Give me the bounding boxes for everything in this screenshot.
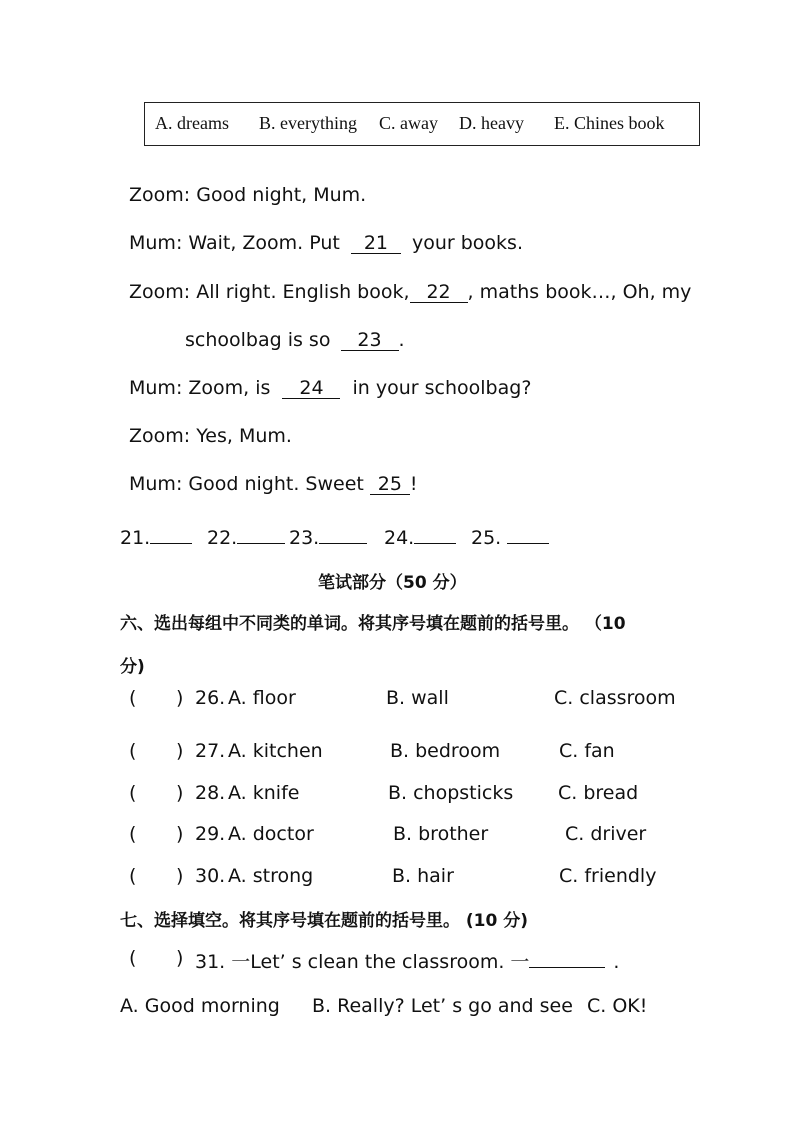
- question-number: 30.: [195, 865, 226, 887]
- dialogue-line-5-end: in your schoolbag?: [352, 377, 532, 399]
- paren-open[interactable]: (: [129, 687, 137, 709]
- q31-option-a: A. Good morning: [120, 995, 280, 1017]
- answer-23[interactable]: 23.: [289, 527, 367, 549]
- word-option-b: B. everything: [259, 113, 357, 133]
- option-b: B. bedroom: [390, 740, 501, 762]
- word-option-c: C. away: [379, 113, 438, 133]
- answer-25[interactable]: 25.: [471, 527, 549, 549]
- answer-24[interactable]: 24.: [384, 527, 456, 549]
- question-31-text: 31. 一Let’ s clean the classroom. 一 .: [195, 951, 620, 973]
- section-7-title: 七、选择填空。将其序号填在题前的括号里。 (10 分): [120, 911, 529, 931]
- paren-close: ): [176, 865, 184, 887]
- question-28: [0, 782, 794, 806]
- blank-23[interactable]: 23: [341, 330, 399, 351]
- question-26: [0, 687, 794, 711]
- question-30: [0, 865, 794, 889]
- question-number: 28.: [195, 782, 226, 804]
- option-a: A. kitchen: [228, 740, 323, 762]
- answer-21[interactable]: 21.: [120, 527, 192, 549]
- paren-close: ): [176, 740, 184, 762]
- blank-22[interactable]: 22: [410, 282, 468, 303]
- dialogue-line-5-text: Mum: Zoom, is: [129, 377, 271, 399]
- paren-close: ): [176, 823, 184, 845]
- question-27: [0, 740, 794, 764]
- dialogue-line-7: [129, 473, 418, 495]
- paren-close: ): [176, 947, 184, 969]
- option-b: B. chopsticks: [388, 782, 514, 804]
- section-6-title-cont: 分): [120, 657, 145, 677]
- paren-close: ): [176, 687, 184, 709]
- dialogue-line-2: [129, 232, 523, 254]
- option-a: A. knife: [228, 782, 300, 804]
- dialogue-line-4: [185, 329, 405, 351]
- blank-24[interactable]: 24: [282, 378, 340, 399]
- dialogue-line-3-text: Zoom: All right. English book,: [129, 281, 410, 303]
- dialogue-line-1: Zoom: Good night, Mum.: [129, 184, 367, 206]
- dialogue-line-3: [129, 281, 691, 303]
- option-c: C. fan: [559, 740, 615, 762]
- dialogue-line-3-end: , maths book…, Oh, my: [467, 281, 692, 303]
- option-c: C. friendly: [559, 865, 657, 887]
- question-29: [0, 823, 794, 847]
- dialogue-line-7-end: !: [409, 473, 418, 495]
- paren-open[interactable]: (: [129, 740, 137, 762]
- word-bank-box: [144, 102, 700, 146]
- word-option-d: D. heavy: [459, 113, 524, 133]
- option-a: A. doctor: [228, 823, 314, 845]
- dialogue-line-2-end: your books.: [411, 232, 523, 254]
- blank-21[interactable]: 21: [351, 233, 401, 254]
- paren-open[interactable]: (: [129, 947, 137, 969]
- dialogue-line-4-text: schoolbag is so: [185, 329, 331, 351]
- option-a: A. strong: [228, 865, 314, 887]
- word-option-e: E. Chines book: [554, 113, 665, 133]
- option-b: B. hair: [392, 865, 454, 887]
- dialogue-line-6: Zoom: Yes, Mum.: [129, 425, 292, 447]
- paren-close: ): [176, 782, 184, 804]
- paren-open[interactable]: (: [129, 865, 137, 887]
- option-b: B. brother: [393, 823, 489, 845]
- option-c: C. driver: [565, 823, 647, 845]
- answer-22[interactable]: 22.: [207, 527, 285, 549]
- written-part-title: 笔试部分（50 分）: [318, 573, 467, 593]
- dialogue-line-4-end: .: [398, 329, 405, 351]
- section-6-title: 六、选出每组中不同类的单词。将其序号填在题前的括号里。 （10: [120, 614, 626, 634]
- word-option-a: A. dreams: [155, 113, 229, 133]
- q31-option-c: C. OK!: [587, 995, 648, 1017]
- option-b: B. wall: [386, 687, 449, 709]
- paren-open[interactable]: (: [129, 782, 137, 804]
- blank-25[interactable]: 25: [370, 474, 410, 495]
- question-number: 27.: [195, 740, 226, 762]
- blank-31[interactable]: [529, 967, 605, 968]
- paren-open[interactable]: (: [129, 823, 137, 845]
- question-number: 26.: [195, 687, 226, 709]
- dialogue-line-2-text: Mum: Wait, Zoom. Put: [129, 232, 340, 254]
- dialogue-line-5: [129, 377, 531, 399]
- option-a: A. floor: [228, 687, 296, 709]
- option-c: C. bread: [558, 782, 639, 804]
- question-number: 29.: [195, 823, 226, 845]
- question-31: [0, 947, 794, 971]
- dialogue-line-7-text: Mum: Good night. Sweet: [129, 473, 364, 495]
- q31-option-b: B. Really? Let’ s go and see: [312, 995, 573, 1017]
- option-c: C. classroom: [554, 687, 676, 709]
